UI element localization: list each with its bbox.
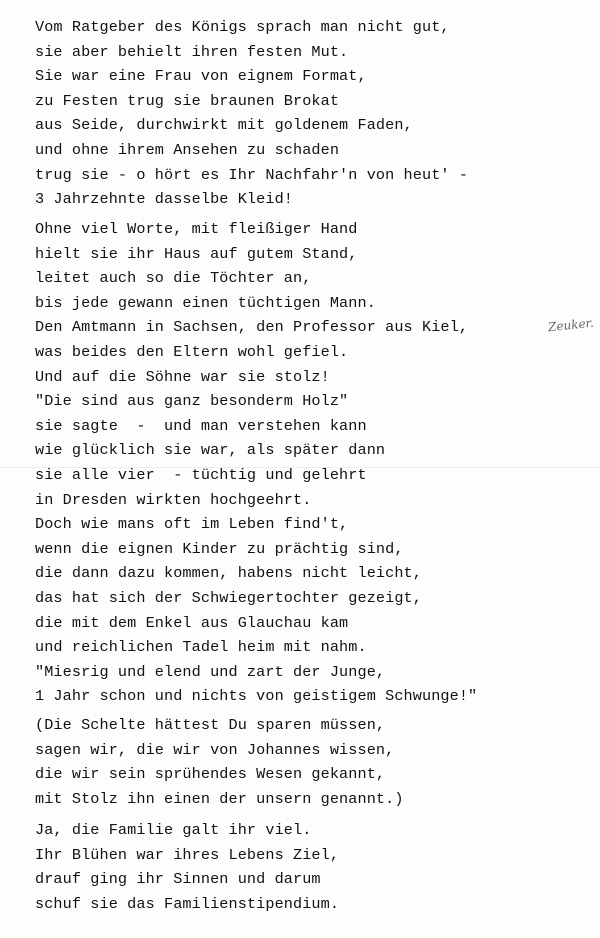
- poem-line: Den Amtmann in Sachsen, den Professor aus Kiel,: [35, 318, 469, 337]
- poem-line: wenn die eignen Kinder zu prächtig sind,: [35, 539, 404, 558]
- poem-line: Sie war eine Frau von eignem Format,: [35, 67, 367, 86]
- poem-line: trug sie - o hört es Ihr Nachfahr'n von heut' -: [35, 165, 469, 184]
- poem-line: Ihr Blühen war ihres Lebens Ziel,: [35, 845, 340, 864]
- poem-line: 1 Jahr schon und nichts von geistigem Schwunge!": [35, 687, 478, 706]
- poem-line: Ohne viel Worte, mit fleißiger Hand: [35, 220, 358, 238]
- poem-line: schuf sie das Familienstipendium.: [35, 894, 340, 913]
- poem-line: Ja, die Familie galt ihr viel.: [35, 821, 312, 839]
- poem-line: bis jede gewann einen tüchtigen Mann.: [35, 293, 376, 312]
- poem-line: Vom Ratgeber des Königs sprach man nicht gut,: [35, 18, 450, 36]
- poem-line: mit Stolz ihn einen der unsern genannt.): [35, 789, 404, 808]
- poem-line: die wir sein sprühendes Wesen gekannt,: [35, 765, 386, 784]
- poem-line: Und auf die Söhne war sie stolz!: [35, 367, 330, 386]
- poem-line: 3 Jahrzehnte dasselbe Kleid!: [35, 190, 293, 209]
- poem-line: (Die Schelte hättest Du sparen müssen,: [35, 716, 386, 734]
- poem-line: sie aber behielt ihren festen Mut.: [35, 42, 349, 61]
- poem-line: in Dresden wirkten hochgeehrt.: [35, 490, 312, 509]
- stanza-4: [35, 818, 565, 916]
- poem-line: das hat sich der Schwiegertochter gezeigt,: [35, 588, 422, 607]
- poem-line: leitet auch so die Töchter an,: [35, 269, 312, 288]
- poem-line: hielt sie ihr Haus auf gutem Stand,: [35, 244, 358, 263]
- poem-line: aus Seide, durchwirkt mit goldenem Faden,: [35, 116, 413, 135]
- poem-line: was beides den Eltern wohl gefiel.: [35, 342, 349, 361]
- poem-line: wie glücklich sie war, als später dann: [35, 441, 386, 460]
- poem-line: sie sagte - und man verstehen kann: [35, 416, 367, 435]
- poem-line: zu Festen trug sie braunen Brokat: [35, 91, 340, 110]
- handwritten-margin-note: Zeuker.: [547, 315, 595, 335]
- poem-line: drauf ging ihr Sinnen und darum: [35, 870, 321, 889]
- poem-line: die mit dem Enkel aus Glauchau kam: [35, 613, 349, 632]
- poem-line: sagen wir, die wir von Johannes wissen,: [35, 740, 395, 759]
- stanza-2: [35, 217, 565, 709]
- poem-line: "Die sind aus ganz besonderm Holz": [35, 392, 349, 411]
- stanza-3: [35, 713, 565, 811]
- poem-line: Doch wie mans oft im Leben find't,: [35, 515, 349, 534]
- stanza-1: [35, 15, 565, 212]
- poem-line: und ohne ihrem Ansehen zu schaden: [35, 140, 340, 159]
- poem-line: die dann dazu kommen, habens nicht leicht,: [35, 564, 422, 583]
- poem-line: und reichlichen Tadel heim mit nahm.: [35, 638, 367, 657]
- poem-line: sie alle vier - tüchtig und gelehrt: [35, 465, 367, 484]
- poem-line: "Miesrig und elend und zart der Junge,: [35, 662, 386, 681]
